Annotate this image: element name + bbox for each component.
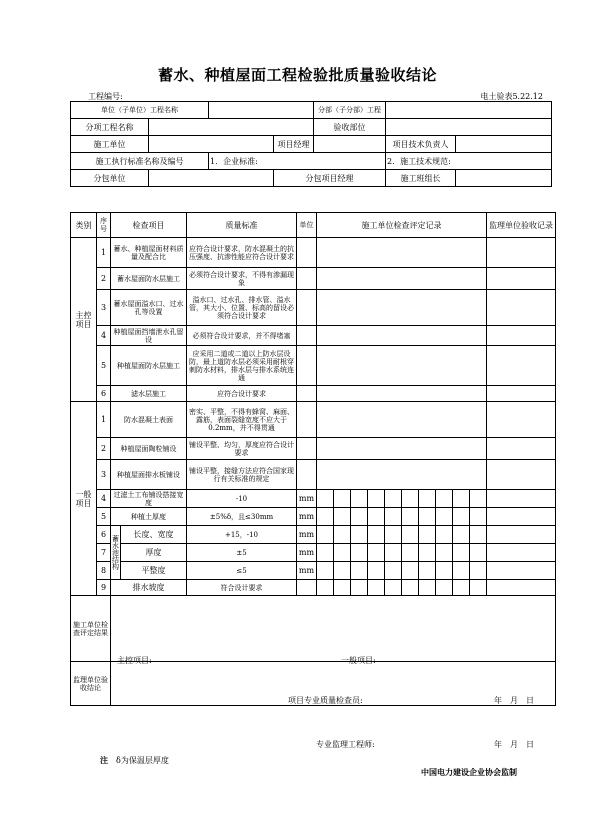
col-unit: 单位 — [297, 213, 317, 238]
general-item-unit — [297, 580, 317, 596]
record-cell[interactable] — [402, 526, 419, 544]
record-cell[interactable] — [402, 508, 419, 526]
conclusion-general-label: 一般项目: — [341, 656, 376, 665]
subitem-label: 分项工程名称 — [71, 119, 149, 136]
project-number-label: 工程编号: — [88, 92, 123, 101]
general-category-label: 一般项目 — [71, 402, 97, 596]
main-item-unit — [297, 290, 317, 326]
record-cell[interactable] — [351, 580, 368, 596]
record-cell[interactable] — [317, 490, 334, 508]
general-item-supervisor[interactable] — [487, 402, 556, 438]
general-item-no: 5 — [97, 508, 111, 526]
record-cell[interactable] — [385, 580, 402, 596]
general-item-supervisor[interactable] — [487, 490, 556, 508]
acceptance-part-label: 验收部位 — [314, 119, 386, 136]
general-item-supervisor[interactable] — [487, 526, 556, 544]
general-item-supervisor[interactable] — [487, 562, 556, 580]
main-item-name: 蓄水屋面防水层施工 — [111, 268, 187, 290]
general-item-row — [71, 508, 556, 526]
general-item-row — [71, 402, 556, 438]
general-item-no: 7 — [97, 544, 111, 562]
main-item-name: 种植屋面挡墙泄水孔留设 — [111, 326, 187, 346]
general-item-no: 9 — [97, 580, 111, 596]
main-item-supervisor[interactable] — [487, 268, 556, 290]
note-text: δ为保温层厚度 — [116, 756, 169, 765]
main-item-row — [71, 290, 556, 326]
main-item-record[interactable] — [317, 326, 487, 346]
page-title: 蓄水、种植屋面工程检验批质量验收结论 — [157, 66, 437, 84]
general-item-no: 3 — [97, 460, 111, 490]
record-cell[interactable] — [317, 562, 334, 580]
main-item-unit — [297, 346, 317, 386]
record-cell[interactable] — [436, 580, 453, 596]
main-item-record[interactable] — [317, 238, 487, 268]
general-item-unit — [297, 402, 317, 438]
general-item-unit: mm — [297, 508, 317, 526]
record-cell[interactable] — [385, 562, 402, 580]
general-item-name: 过滤土工布铺设搭接宽度 — [111, 490, 187, 508]
general-item-row — [71, 490, 556, 508]
record-cell[interactable] — [385, 490, 402, 508]
record-cell[interactable] — [317, 580, 334, 596]
general-item-name: 长度、宽度 — [121, 526, 187, 544]
record-cell[interactable] — [436, 526, 453, 544]
record-cell[interactable] — [317, 544, 334, 562]
record-cell[interactable] — [334, 526, 351, 544]
construction-unit-label: 施工单位 — [71, 136, 149, 153]
record-cell[interactable] — [453, 562, 470, 580]
reservoir-structure-label: 蓄水池结构 — [111, 526, 121, 580]
general-item-row — [71, 460, 556, 490]
general-item-unit: mm — [297, 562, 317, 580]
standard-label: 施工执行标准名称及编号 — [71, 153, 209, 170]
main-item-record[interactable] — [317, 268, 487, 290]
main-item-name: 蓄水屋面溢水口、过水孔等设置 — [111, 290, 187, 326]
record-cell[interactable] — [470, 544, 487, 562]
col-standard: 质量标准 — [187, 213, 297, 238]
general-item-name: 厚度 — [121, 544, 187, 562]
record-cell[interactable] — [470, 508, 487, 526]
construction-conclusion-field[interactable] — [111, 596, 556, 662]
record-cell[interactable] — [436, 508, 453, 526]
general-item-standard: +15，-10 — [187, 526, 297, 544]
general-item-standard: 密实、平整，不得有蜂窝、麻面、露筋，表面裂缝宽度不应大于0.2mm，并不得贯通 — [187, 402, 297, 438]
main-item-no: 2 — [97, 268, 111, 290]
general-item-record[interactable] — [317, 460, 487, 490]
subcontractor-label: 分包单位 — [71, 170, 149, 187]
main-item-name: 蓄水、种植屋面材料质量及配合比 — [111, 238, 187, 268]
record-cell[interactable] — [385, 544, 402, 562]
general-item-name: 种植屋面排水板铺设 — [111, 460, 187, 490]
general-item-no: 6 — [97, 526, 111, 544]
record-cell[interactable] — [351, 490, 368, 508]
record-cell[interactable] — [334, 490, 351, 508]
general-item-standard: ±5%δ，且≤30mm — [187, 508, 297, 526]
main-item-row — [71, 386, 556, 402]
record-cell[interactable] — [402, 580, 419, 596]
general-item-no: 4 — [97, 490, 111, 508]
main-item-record[interactable] — [317, 290, 487, 326]
main-item-standard: 应符合设计要求，防水混凝土的抗压强度、抗渗性能应符合设计要求 — [187, 238, 297, 268]
construction-conclusion-row — [71, 596, 556, 662]
main-item-supervisor[interactable] — [487, 386, 556, 402]
general-item-name: 种植屋面陶粒铺设 — [111, 438, 187, 460]
record-cell[interactable] — [317, 508, 334, 526]
record-cell[interactable] — [436, 562, 453, 580]
main-item-row — [71, 238, 556, 268]
general-item-row — [71, 526, 556, 544]
general-item-supervisor[interactable] — [487, 438, 556, 460]
col-record: 施工单位检查评定记录 — [317, 213, 487, 238]
record-cell[interactable] — [453, 526, 470, 544]
enterprise-standard: 1．企业标准: — [209, 153, 386, 170]
general-item-standard: ±5 — [187, 544, 297, 562]
general-item-standard: ≤5 — [187, 562, 297, 580]
record-cell[interactable] — [419, 562, 436, 580]
record-cell[interactable] — [334, 508, 351, 526]
general-item-name: 种植土厚度 — [111, 508, 187, 526]
general-item-unit — [297, 438, 317, 460]
main-item-standard: 应符合设计要求 — [187, 386, 297, 402]
main-item-supervisor[interactable] — [487, 326, 556, 346]
record-cell[interactable] — [368, 562, 385, 580]
inspection-table — [70, 212, 556, 706]
general-item-row — [71, 562, 556, 580]
main-item-record[interactable] — [317, 386, 487, 402]
general-item-supervisor[interactable] — [487, 544, 556, 562]
col-category: 类别 — [71, 213, 97, 238]
division-label: 分部（子分部）工程 — [314, 102, 386, 119]
general-item-unit: mm — [297, 526, 317, 544]
main-item-no: 6 — [97, 386, 111, 402]
general-item-unit: mm — [297, 490, 317, 508]
main-item-supervisor[interactable] — [487, 238, 556, 268]
project-manager-field[interactable] — [314, 136, 386, 153]
main-item-row — [71, 346, 556, 386]
general-item-standard: 铺设平整、均匀，厚度应符合设计要求 — [187, 438, 297, 460]
header-table — [70, 101, 552, 187]
col-supervisor: 监理单位验收记录 — [487, 213, 556, 238]
record-cell[interactable] — [368, 490, 385, 508]
issuer: 中国电力建设企业协会监制 — [421, 767, 517, 777]
general-item-supervisor[interactable] — [487, 580, 556, 596]
record-cell[interactable] — [436, 490, 453, 508]
record-cell[interactable] — [368, 526, 385, 544]
construction-unit-field[interactable] — [149, 136, 274, 153]
form-code: 电土验表5.22.12 — [480, 92, 543, 101]
acceptance-part-field[interactable] — [386, 119, 552, 136]
record-cell[interactable] — [351, 508, 368, 526]
main-item-record[interactable] — [317, 346, 487, 386]
tech-lead-label: 项目技术负责人 — [386, 136, 456, 153]
record-cell[interactable] — [351, 526, 368, 544]
record-cell[interactable] — [419, 508, 436, 526]
main-item-no: 3 — [97, 290, 111, 326]
record-cell[interactable] — [436, 544, 453, 562]
general-item-name: 防水混凝土表面 — [111, 402, 187, 438]
conclusion-main-label: 主控项目: — [117, 656, 152, 665]
col-seq: 序号 — [97, 213, 111, 238]
main-item-standard: 必须符合设计要求，不得有渗漏现象 — [187, 268, 297, 290]
unit-name-label: 单位（子单位）工程名称 — [71, 102, 209, 119]
general-item-standard: 铺设平整，接缝方法应符合国家现行有关标准的规定 — [187, 460, 297, 490]
record-cell[interactable] — [334, 580, 351, 596]
record-cell[interactable] — [317, 526, 334, 544]
tech-spec: 2．施工技术规范: — [386, 153, 552, 170]
main-item-unit — [297, 268, 317, 290]
record-cell[interactable] — [419, 526, 436, 544]
record-cell[interactable] — [453, 544, 470, 562]
main-item-name: 种植屋面防水层施工 — [111, 346, 187, 386]
general-item-row — [71, 544, 556, 562]
footer-note — [100, 755, 169, 766]
sub-pm-label: 分包项目经理 — [274, 170, 386, 187]
main-item-unit — [297, 386, 317, 402]
general-item-row — [71, 438, 556, 460]
supervision-conclusion-label: 监理单位验收结论 — [71, 662, 111, 706]
main-item-no: 4 — [97, 326, 111, 346]
record-cell[interactable] — [470, 490, 487, 508]
general-item-no: 2 — [97, 438, 111, 460]
main-item-supervisor[interactable] — [487, 290, 556, 326]
subcontractor-field[interactable] — [149, 170, 274, 187]
team-leader-label: 施工班组长 — [386, 170, 456, 187]
engineer-label: 专业监理工程师: — [316, 740, 375, 749]
record-cell[interactable] — [368, 508, 385, 526]
record-cell[interactable] — [334, 544, 351, 562]
col-item: 检查项目 — [111, 213, 187, 238]
record-cell[interactable] — [453, 508, 470, 526]
main-item-row — [71, 326, 556, 346]
record-cell[interactable] — [334, 562, 351, 580]
note-label: 注 — [100, 755, 108, 765]
general-item-standard: 符合设计要求 — [187, 580, 297, 596]
team-leader-field[interactable] — [456, 170, 552, 187]
inspector-date: 年 月 日 — [494, 696, 534, 705]
general-item-no: 1 — [97, 402, 111, 438]
record-cell[interactable] — [419, 580, 436, 596]
column-header-row — [71, 213, 556, 238]
record-cell[interactable] — [402, 544, 419, 562]
record-cell[interactable] — [453, 580, 470, 596]
subitem-field[interactable] — [149, 119, 314, 136]
general-item-supervisor[interactable] — [487, 460, 556, 490]
record-cell[interactable] — [368, 580, 385, 596]
record-cell[interactable] — [470, 526, 487, 544]
record-cell[interactable] — [419, 544, 436, 562]
main-category-label: 主控项目 — [71, 238, 97, 402]
record-cell[interactable] — [385, 508, 402, 526]
general-item-record[interactable] — [317, 438, 487, 460]
main-item-unit — [297, 326, 317, 346]
record-cell[interactable] — [470, 580, 487, 596]
general-item-record[interactable] — [317, 402, 487, 438]
record-cell[interactable] — [385, 526, 402, 544]
project-manager-label: 项目经理 — [274, 136, 314, 153]
record-cell[interactable] — [351, 544, 368, 562]
tech-lead-field[interactable] — [456, 136, 552, 153]
main-item-name: 滤水层施工 — [111, 386, 187, 402]
main-item-unit — [297, 238, 317, 268]
division-field[interactable] — [386, 102, 552, 119]
record-cell[interactable] — [453, 490, 470, 508]
main-item-row — [71, 268, 556, 290]
record-cell[interactable] — [351, 562, 368, 580]
construction-conclusion-label: 施工单位检查评定结果 — [71, 596, 111, 662]
general-item-supervisor[interactable] — [487, 508, 556, 526]
general-item-name: 排水坡度 — [111, 580, 187, 596]
engineer-date: 年 月 日 — [494, 740, 534, 749]
general-item-unit — [297, 460, 317, 490]
main-item-standard: 溢水口、过水孔、排水管、溢水管，其大小、位置、标高的留设必须符合设计要求 — [187, 290, 297, 326]
general-item-no: 8 — [97, 562, 111, 580]
record-cell[interactable] — [402, 562, 419, 580]
general-item-unit: mm — [297, 544, 317, 562]
record-cell[interactable] — [419, 490, 436, 508]
main-item-no: 1 — [97, 238, 111, 268]
general-item-row — [71, 580, 556, 596]
record-cell[interactable] — [470, 562, 487, 580]
main-item-supervisor[interactable] — [487, 346, 556, 386]
record-cell[interactable] — [368, 544, 385, 562]
general-item-name: 平整度 — [121, 562, 187, 580]
record-cell[interactable] — [402, 490, 419, 508]
unit-name-field[interactable] — [209, 102, 314, 119]
main-item-no: 5 — [97, 346, 111, 386]
main-item-standard: 必须符合设计要求，并不得堵塞 — [187, 326, 297, 346]
main-item-standard: 应采用二道或二道以上防水层设防，最上道防水层必须采用耐根穿刺防水材料，排水层与排水系统连通 — [187, 346, 297, 386]
inspector-label: 项目专业质量检查员: — [288, 696, 363, 705]
general-item-standard: -10 — [187, 490, 297, 508]
